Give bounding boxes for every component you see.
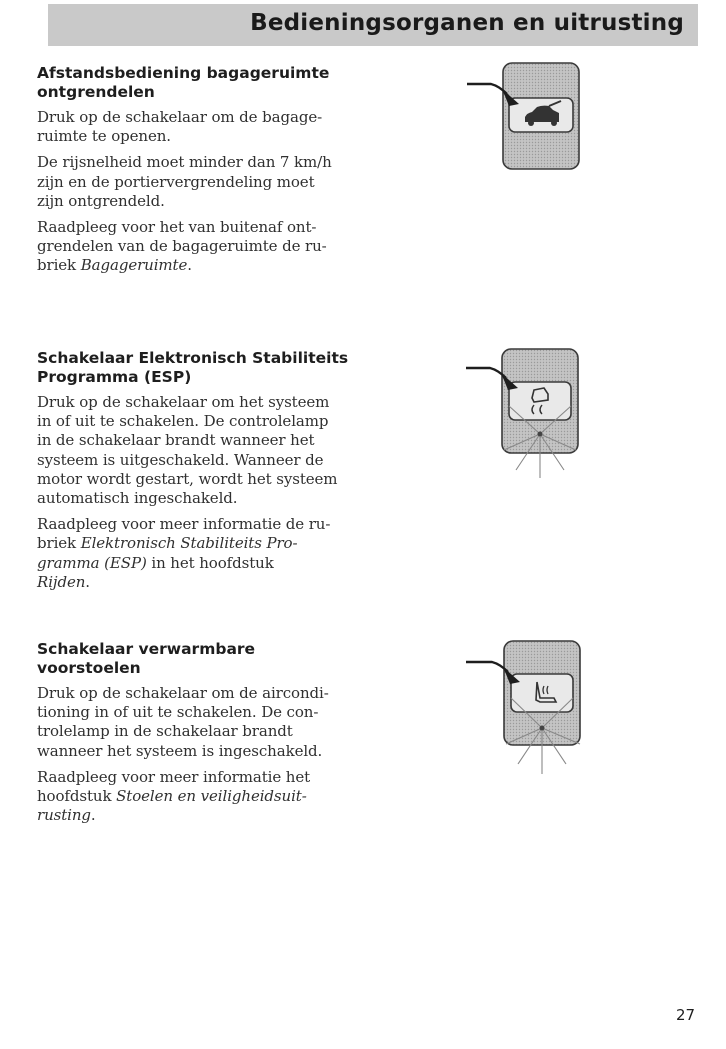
cross-reference: Rijden	[37, 572, 86, 591]
cross-reference: rusting	[37, 806, 91, 825]
text-line: zijn en de portiervergrendeling moet	[37, 172, 315, 191]
section-title-line: Afstandsbediening bagageruimte	[37, 64, 330, 82]
section-title	[37, 64, 357, 102]
section-title-line: voorstoelen	[37, 659, 141, 677]
text-line: Raadpleeg voor het van buitenaf ont-	[37, 218, 317, 237]
paragraph	[37, 218, 357, 276]
cross-reference: Stoelen en veiligheidsuit-	[116, 787, 307, 806]
text-line: in of uit te schakelen. De controlelamp	[37, 412, 329, 431]
text-punct: .	[90, 806, 96, 825]
text-line: zijn ontgrendeld.	[37, 191, 165, 210]
indicator-lamp	[538, 432, 543, 437]
paragraph	[37, 515, 357, 592]
cross-reference: Bagageruimte	[80, 256, 188, 275]
text-line: Raadpleeg voor meer informatie de ru-	[37, 515, 331, 534]
text-line: Druk op de schakelaar om de aircondi-	[37, 684, 329, 702]
pointer-arrow	[467, 84, 507, 94]
heated-seat-switch-illustration	[464, 638, 596, 778]
section-trunk-release	[37, 64, 357, 283]
text-line: grendelen van de bagageruimte de ru-	[37, 237, 327, 256]
trunk-release-switch-illustration	[465, 60, 595, 172]
esp-switch-illustration	[464, 346, 594, 482]
paragraph	[37, 768, 357, 826]
section-title-line: Schakelaar Elektronisch Stabiliteits	[37, 349, 349, 367]
text-line: motor wordt gestart, wordt het systeem	[37, 469, 338, 488]
text-punct: .	[85, 572, 90, 591]
text-line: hoofdstuk	[37, 787, 117, 806]
page-title: Bedieningsorganen en uitrusting	[250, 10, 684, 36]
text-line: in de schakelaar brandt wanneer het	[37, 431, 315, 450]
section-esp-switch	[37, 349, 357, 599]
section-title-line: Schakelaar verwarmbare	[37, 640, 256, 658]
text-line: in het hoofdstuk	[146, 553, 274, 572]
cross-reference: Elektronisch Stabiliteits Pro-	[80, 534, 298, 553]
page-header	[48, 4, 698, 46]
section-heated-seats	[37, 640, 357, 832]
paragraph	[37, 153, 357, 211]
text-line: Druk op de schakelaar om de bagage-	[37, 108, 323, 126]
paragraph	[37, 684, 357, 761]
text-line: automatisch ingeschakeld.	[37, 489, 238, 508]
section-title	[37, 349, 357, 387]
text-line: briek	[37, 534, 81, 553]
section-title-line: Programma (ESP)	[37, 368, 192, 386]
text-line: systeem is uitgeschakeld. Wanneer de	[37, 450, 324, 469]
text-line: briek	[37, 256, 81, 275]
text-line: Druk op de schakelaar om het systeem	[37, 393, 330, 411]
text-line: ruimte te openen.	[37, 127, 171, 146]
page-number: 27	[676, 1006, 696, 1024]
paragraph	[37, 393, 357, 508]
cross-reference: gramma (ESP)	[37, 553, 147, 572]
text-line: Raadpleeg voor meer informatie het	[37, 767, 311, 786]
text-line: tioning in of uit te schakelen. De con-	[37, 703, 319, 722]
text-line: wanneer het systeem is ingeschakeld.	[37, 741, 323, 760]
paragraph	[37, 108, 357, 146]
text-line: trolelamp in de schakelaar brandt	[37, 722, 293, 741]
pointer-arrow	[466, 368, 506, 378]
text-punct: .	[187, 256, 192, 275]
section-title	[37, 640, 357, 678]
section-title-line: ontgrendelen	[37, 83, 155, 101]
indicator-lamp	[540, 726, 545, 731]
pointer-arrow	[466, 662, 508, 672]
text-line: De rijsnelheid moet minder dan 7 km/h	[37, 153, 332, 172]
